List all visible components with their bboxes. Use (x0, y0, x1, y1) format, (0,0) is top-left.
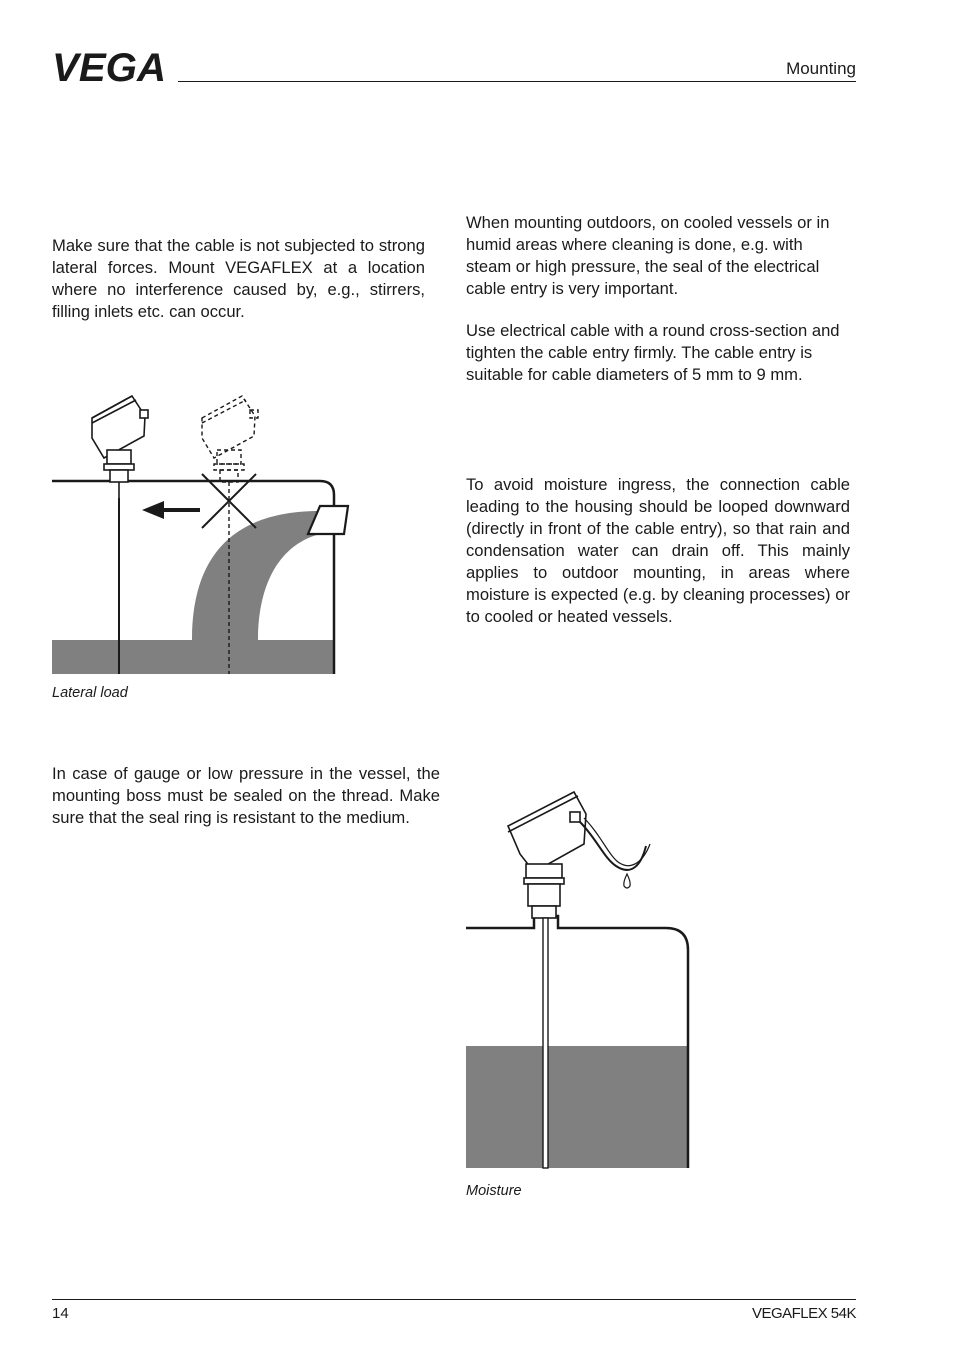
sensor-housing (508, 792, 586, 918)
cable-paragraph: Use electrical cable with a round cross-section and tighten the cable entry firmly. The cable entry is suitable for cable diameters of 5 mm to 9 mm. (466, 321, 840, 384)
medium-fill (466, 1046, 688, 1168)
page-number: 14 (52, 1305, 69, 1322)
lateral-load-paragraph: Make sure that the cable is not subjected to strong lateral forces. Mount VEGAFLEX at a location where no interference caused by, e.g., stirrers, filling inlets etc. can occur. (52, 236, 425, 321)
force-arrow (142, 501, 200, 519)
lateral-load-caption: Lateral load (52, 685, 128, 701)
moisture-figure (466, 788, 696, 1173)
sensor-correct (92, 396, 148, 498)
brand-wordmark: VEGA (52, 50, 166, 84)
probe-rod (543, 918, 548, 1168)
header-rule (178, 81, 856, 82)
vega-logo (52, 50, 168, 84)
footer-rule (52, 1299, 856, 1300)
moisture-paragraph: To avoid moisture ingress, the connection cable leading to the housing should be looped downward (directly in front of the cable entry), so that rain and condensation water can drain off. This mainly applies to outdoor mounting, in areas where moisture is expected (e.g. by cleaning processes) or to cooled or heated vessels. (466, 475, 850, 626)
product-name: VEGAFLEX 54K (751, 1305, 856, 1322)
inflow-stream (192, 511, 324, 640)
medium-fill (52, 640, 334, 674)
water-drop-icon (624, 874, 630, 888)
pressure-paragraph: In case of gauge or low pressure in the vessel, the mounting boss must be sealed on the thread. Make sure that the seal ring is resistant to the medium. (52, 764, 440, 827)
outdoor-paragraph: When mounting outdoors, on cooled vessels or in humid areas where cleaning is done, e.g. with steam or high pressure, the seal of the electrical cable entry is very important. (466, 213, 830, 298)
filling-inlet (308, 506, 348, 534)
moisture-caption: Moisture (466, 1183, 522, 1199)
section-title: Mounting (786, 59, 856, 78)
cable-loop-edge (584, 818, 650, 866)
lateral-load-figure (52, 388, 352, 680)
